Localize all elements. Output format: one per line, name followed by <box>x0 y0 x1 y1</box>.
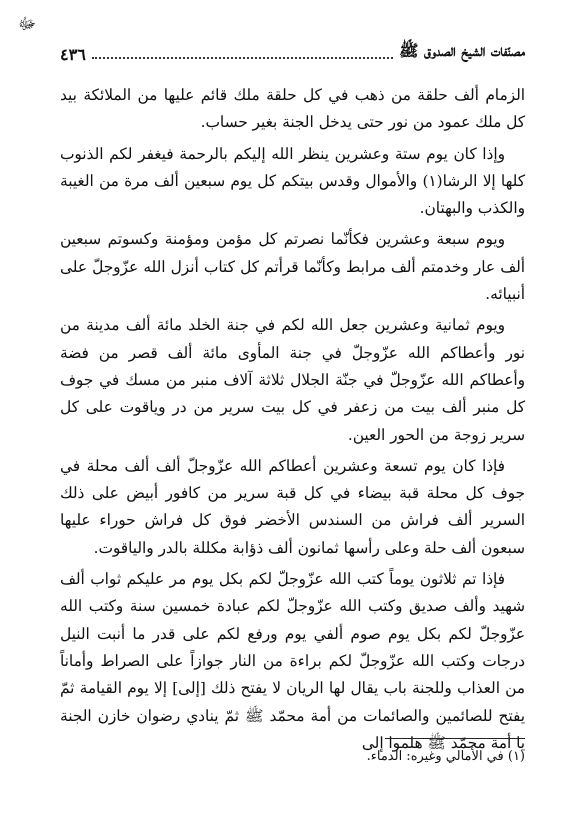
corner-ornament: ﷻ <box>18 14 37 33</box>
paragraph-6: فإذا تم ثلاثون يوماً كتب الله عزّوجلّ لكم بكل يوم مر عليكم ثواب ألف شهيد وألف صديق وكتب الله عزّوجلّ لكم عبادة خمسين سنة وكتب الله عزّوجلّ لكم بكل يوم صوم ألفي يوم ورفع لكم على قدر ما أنبت النيل درجات وكتب الله عزّوجلّ لكم براءة من النار جوازاً على الصراط وأماناً من العذاب وللجنة باب يقال لها الريان لا يفتح ذلك [إلى] إلا يوم القيامة ثمّ يفتح للصائمين والصائمات من أمة محمّد ﷺ ثمّ ينادي رضوان خازن الجنة يا أمة محمّد ﷺ هلموا إلى <box>60 570 525 752</box>
paragraph-2: وإذا كان يوم ستة وعشرين ينظر الله إليكم بالرحمة فيغفر لكم الذنوب كلها إلا الرشا(١) والأموال وقدس بيتكم كل يوم سبعين ألف مرة من الغيبة والكذب والبهتان. <box>60 144 525 218</box>
header-dotted-leader <box>92 57 393 59</box>
paragraph-1: الزمام ألف حلقة من ذهب في كل حلقة ملك قائم عليها من الملائكة بيد كل ملك عمود من نور حتى يدخل الجنة بغير حساب. <box>60 86 525 132</box>
header-title: مصنّفات الشيخ الصدوق ﷺ <box>399 41 525 60</box>
running-header <box>60 38 525 64</box>
footnote: (١) في الأمالي وغيره: الدماء. <box>366 749 525 764</box>
footnote-divider <box>385 738 525 739</box>
paragraph-3: ويوم سبعة وعشرين فكأنّما نصرتم كل مؤمن ومؤمنة وكسوتم سبعين ألف عار وخدمتم ألف مرابط وكأنّما قرأتم كل كتاب أنزل الله عزّوجلّ على أنبيائه. <box>60 230 525 304</box>
page-number: ٤٣٦ <box>60 45 86 64</box>
body-text <box>60 82 525 761</box>
paragraph-4: ويوم ثمانية وعشرين جعل الله لكم في جنة الخلد مائة ألف مدينة من نور وأعطاكم الله عزّوجلّ في جنة المأوى مائة ألف قصر من فضة وأعطاكم الله عزّوجلّ في جنّة الجلال ثلاثة آلاف منبر من مسك في جوف كل منبر ألف بيت من زعفر في كل بيت سرير من در وياقوت على كل سرير زوجة من الحور العين. <box>60 316 525 444</box>
paragraph-5: فإذا كان يوم تسعة وعشرين أعطاكم الله عزّوجلّ ألف ألف محلة في جوف كل محلة قبة بيضاء في كل قبة سرير من كافور أبيض على ذلك السرير ألف فراش من السندس الأخضر فوق كل فراش حوراء عليها سبعون ألف حلة وعلى رأسها ثمانون ألف ذؤابة مكللة بالدر والياقوت. <box>60 456 525 557</box>
